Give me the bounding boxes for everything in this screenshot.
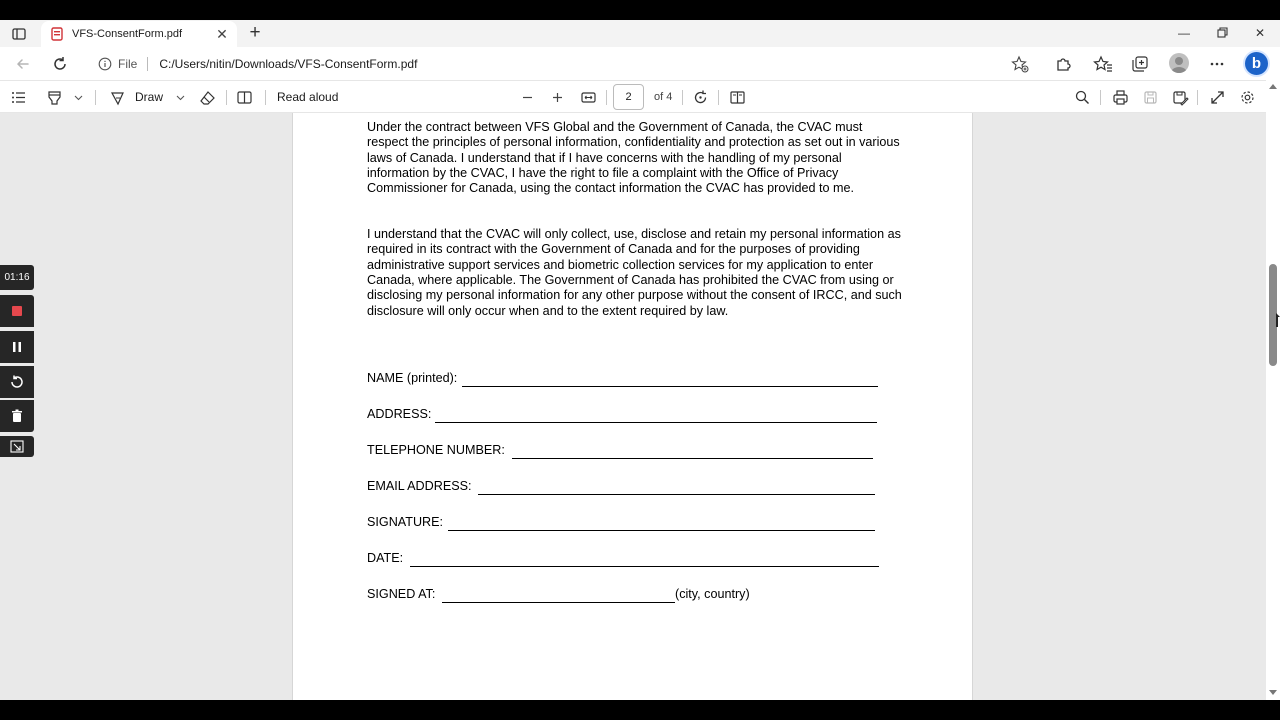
profile-avatar[interactable] xyxy=(1169,53,1189,73)
rotate-icon xyxy=(692,89,709,106)
email-label: EMAIL ADDRESS: xyxy=(367,479,472,493)
collapse-icon xyxy=(0,436,34,457)
find-button[interactable] xyxy=(1074,89,1091,106)
save-as-button[interactable] xyxy=(1172,89,1189,106)
back-button[interactable] xyxy=(13,54,33,74)
favorites-star-icon xyxy=(1093,54,1113,74)
bing-copilot-button[interactable] xyxy=(1243,50,1270,77)
signed-at-suffix: (city, country) xyxy=(675,587,750,601)
tab-actions-menu-button[interactable] xyxy=(10,25,28,43)
printer-icon xyxy=(1112,89,1129,106)
email-line xyxy=(478,494,875,495)
name-label: NAME (printed): xyxy=(367,371,458,385)
date-line xyxy=(410,566,879,567)
recording-timer: 01:16 xyxy=(0,265,34,290)
address-box[interactable] xyxy=(86,51,1042,77)
close-window-button[interactable]: ✕ xyxy=(1254,26,1266,40)
fit-to-page-button[interactable] xyxy=(580,89,597,106)
mouse-cursor-icon xyxy=(1276,313,1280,327)
pause-recording-button[interactable] xyxy=(0,331,34,363)
telephone-label: TELEPHONE NUMBER: xyxy=(367,443,505,457)
signed-at-label: SIGNED AT: xyxy=(367,587,436,601)
read-aloud-button[interactable]: Read aloud xyxy=(277,90,339,104)
settings-and-more-button[interactable] xyxy=(1207,54,1227,74)
pdf-settings-button[interactable] xyxy=(1239,89,1256,106)
minimize-button[interactable]: — xyxy=(1178,26,1190,40)
consent-paragraph-2: I understand that the CVAC will only collect, use, disclose and retain my personal information as required in its contract with the Government of Canada and for the purposes of providing administrative support services and biometric collection services for my application to enter Canada, where applicable. The Government of Canada has prohibited the CVAC from using or disclosing my personal information for any other purpose without the consent of IRCC, and such disclosure will only occur when and to the extent required by law. xyxy=(367,227,902,318)
screen-bottom-border xyxy=(0,700,1280,720)
draw-button-icon-wrap[interactable] xyxy=(109,89,126,106)
star-plus-icon xyxy=(1010,54,1030,74)
address-line xyxy=(435,422,877,423)
page-view-icon xyxy=(729,89,746,106)
screen-recorder-panel xyxy=(0,265,34,457)
expand-icon xyxy=(1209,89,1226,106)
delete-recording-button[interactable] xyxy=(0,400,34,432)
tab-title: VFS-ConsentForm.pdf xyxy=(72,28,183,40)
name-line xyxy=(462,386,878,387)
save-as-icon xyxy=(1172,89,1189,106)
collections-button[interactable] xyxy=(1130,54,1150,74)
restore-button[interactable] xyxy=(1212,24,1232,42)
extensions-button[interactable] xyxy=(1053,54,1073,74)
trash-icon xyxy=(9,408,25,424)
pdf-page-2 xyxy=(292,113,973,700)
person-icon xyxy=(1169,53,1189,73)
draw-options-button[interactable] xyxy=(172,89,189,106)
pause-icon xyxy=(9,339,25,355)
print-button[interactable] xyxy=(1112,89,1129,106)
scheme-label: File xyxy=(118,57,138,71)
refresh-button[interactable] xyxy=(50,54,70,74)
restore-icon xyxy=(1212,24,1232,42)
tab-actions-icon xyxy=(10,25,28,43)
chevron-down-icon xyxy=(172,89,189,106)
toolbar-divider xyxy=(265,90,266,105)
pdf-toolbar xyxy=(0,80,1280,113)
signature-label: SIGNATURE: xyxy=(367,515,444,529)
restart-icon xyxy=(9,374,25,390)
add-favorite-button[interactable] xyxy=(1010,54,1030,74)
gear-icon xyxy=(1239,89,1256,106)
add-text-button[interactable] xyxy=(236,89,253,106)
vertical-scrollbar[interactable] xyxy=(1266,80,1280,700)
stop-recording-button[interactable] xyxy=(0,295,34,327)
toolbar-divider xyxy=(682,90,683,105)
toolbar-divider xyxy=(226,90,227,105)
collapse-recorder-button[interactable] xyxy=(0,436,34,457)
info-icon[interactable] xyxy=(98,57,112,71)
highlight-options-button[interactable] xyxy=(70,89,87,106)
scroll-up-arrow-icon[interactable] xyxy=(1269,84,1277,89)
favorites-button[interactable] xyxy=(1093,54,1113,74)
pdf-viewer[interactable] xyxy=(0,113,1280,700)
contents-button[interactable] xyxy=(10,89,27,106)
refresh-icon xyxy=(50,54,70,74)
scroll-down-arrow-icon[interactable] xyxy=(1269,690,1277,695)
text-box-icon xyxy=(236,89,253,106)
url-separator xyxy=(147,57,148,71)
page-view-button[interactable] xyxy=(729,89,746,106)
chevron-down-icon xyxy=(70,89,87,106)
minus-icon xyxy=(519,89,536,106)
eraser-icon xyxy=(199,89,216,106)
list-icon xyxy=(10,89,27,106)
consent-paragraph-1: Under the contract between VFS Global and the Government of Canada, the CVAC must respect the principles of personal information, confidentiality and protection as set out in various laws of Canada. I understand that if I have concerns with the handling of my personal information by the CVAC, I have the right to file a complaint with the Office of Privacy Commissioner for Canada, using the contact information the CVAC has provided to me. xyxy=(367,120,900,196)
save-icon xyxy=(1142,89,1159,106)
signed-at-line xyxy=(442,602,675,603)
collections-icon xyxy=(1130,54,1150,74)
toolbar-divider xyxy=(1100,90,1101,105)
stop-square-icon xyxy=(9,303,25,319)
plus-icon xyxy=(549,89,566,106)
toolbar-divider xyxy=(95,90,96,105)
zoom-out-button[interactable] xyxy=(519,89,536,106)
rotate-button[interactable] xyxy=(692,89,709,106)
page-number-input[interactable]: 2 xyxy=(613,84,644,110)
date-label: DATE: xyxy=(367,551,404,565)
pen-icon xyxy=(109,89,126,106)
zoom-in-button[interactable] xyxy=(549,89,566,106)
bing-b-icon: b xyxy=(1251,55,1262,72)
new-tab-button[interactable]: + xyxy=(249,22,261,43)
search-icon xyxy=(1074,89,1091,106)
signature-line xyxy=(448,530,875,531)
tab-strip xyxy=(0,20,1280,47)
restart-recording-button[interactable] xyxy=(0,366,34,398)
tab-vfs-consentform[interactable] xyxy=(41,21,237,47)
fit-width-icon xyxy=(580,89,597,106)
back-arrow-icon xyxy=(13,54,33,74)
puzzle-icon xyxy=(1053,54,1073,74)
page-total-label: of 4 xyxy=(654,91,673,103)
save-button[interactable] xyxy=(1142,89,1159,106)
erase-button[interactable] xyxy=(199,89,216,106)
telephone-line xyxy=(512,458,873,459)
pdf-file-icon xyxy=(50,27,64,41)
draw-button[interactable]: Draw xyxy=(135,90,164,104)
highlighter-icon xyxy=(46,89,63,106)
more-horizontal-icon xyxy=(1207,54,1227,74)
address-label: ADDRESS: xyxy=(367,407,432,421)
toolbar-divider xyxy=(606,90,607,105)
highlight-button[interactable] xyxy=(46,89,63,106)
tab-close-icon[interactable]: ✕ xyxy=(216,26,228,42)
toolbar-divider xyxy=(718,90,719,105)
address-toolbar xyxy=(0,47,1280,80)
url-text[interactable]: C:/Users/nitin/Downloads/VFS-ConsentForm.pdf xyxy=(159,57,418,71)
fullscreen-button[interactable] xyxy=(1209,89,1226,106)
toolbar-divider xyxy=(1197,90,1198,105)
